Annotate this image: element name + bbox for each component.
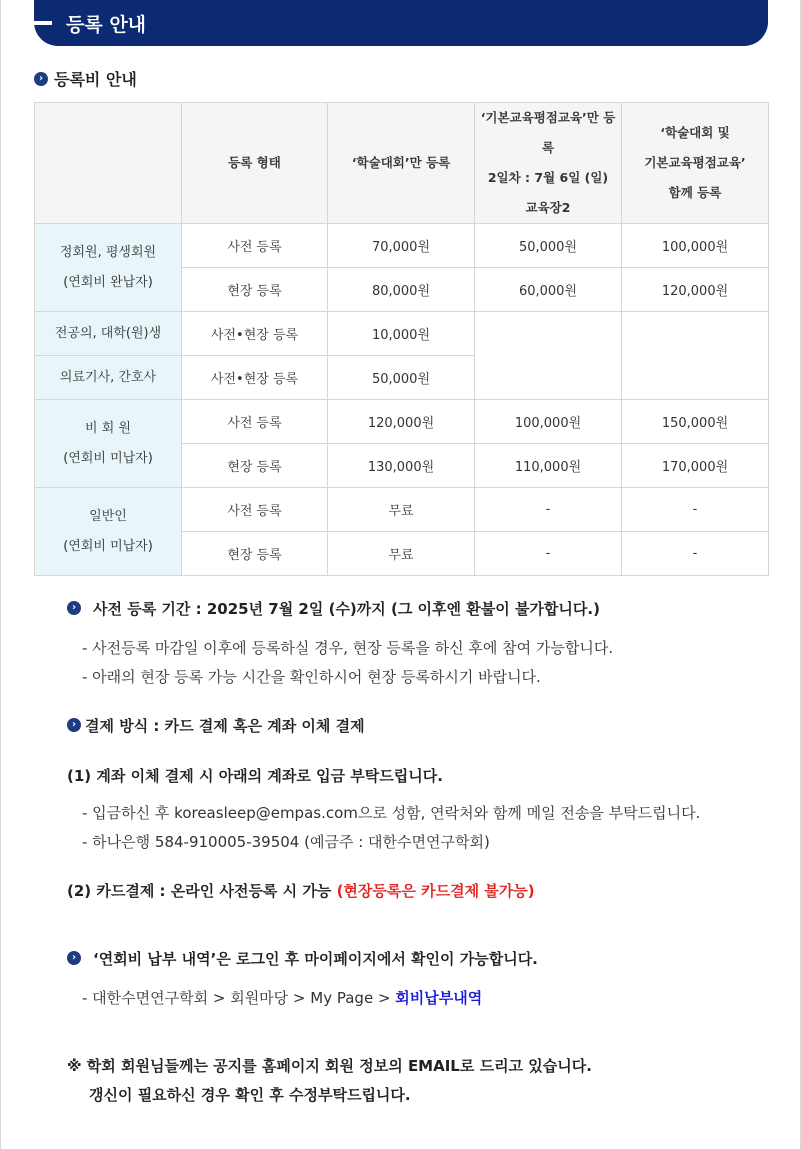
cell-fee: 100,000원 [475,400,622,444]
cell-fee: 120,000원 [622,268,769,312]
cell-fee: 110,000원 [475,444,622,488]
cell-fee: - [475,532,622,576]
deadline-detail-2: - 아래의 현장 등록 가능 시간을 확인하시어 현장 등록하시기 바랍니다. [82,668,541,686]
table-row [35,224,769,268]
cell-fee: 50,000원 [475,224,622,268]
cell-type: 현장 등록 [182,444,328,488]
email-notice-1: ※ 학회 회원님들께는 공지를 홈페이지 회원 정보의 EMAIL로 드리고 있습니다. [67,1057,592,1075]
email-notice-2: 갱신이 필요하신 경우 확인 후 수정부탁드립니다. [89,1086,411,1104]
cell-fee: - [622,488,769,532]
category-general: 일반인 (연회비 미납자) [35,488,182,576]
chevron-circle-icon: › [67,718,81,732]
payment-method: › 결제 방식 : 카드 결제 혹은 계좌 이체 결제 [67,715,365,736]
fee-history-link[interactable]: 회비납부내역 [395,989,483,1007]
cell-type: 현장 등록 [182,532,328,576]
cell-type: 사전 등록 [182,224,328,268]
cell-type: 현장 등록 [182,268,328,312]
cell-type: 사전 등록 [182,400,328,444]
transfer-detail-email: - 입금하신 후 koreasleep@empas.com으로 성함, 연락처와 함께 메일 전송을 부탁드립니다. [82,804,701,822]
cell-fee: 130,000원 [328,444,475,488]
section-header [34,0,768,46]
cell-fee: - [475,488,622,532]
cell-fee: - [622,532,769,576]
cell-fee: 170,000원 [622,444,769,488]
cell-fee: 70,000원 [328,224,475,268]
dash-icon [34,21,52,25]
header-conference-only: ‘학술대회’만 등록 [328,103,475,224]
header-both: ‘학술대회 및 기본교육평점교육’ 함께 등록 [622,103,769,224]
transfer-detail-account: - 하나은행 584-910005-39504 (예금주 : 대한수면연구학회) [82,833,490,851]
fee-info-title: › 등록비 안내 [34,67,137,90]
table-row [35,312,769,356]
header-empty [35,103,182,224]
deadline-detail-1: - 사전등록 마감일 이후에 등록하실 경우, 현장 등록을 하신 후에 참여 가능합니다. [82,639,614,657]
chevron-circle-icon: › [67,601,81,615]
cell-fee: 10,000원 [328,312,475,356]
category-resident: 전공의, 대학(원)생 [35,312,182,356]
left-border [0,0,1,1149]
cell-fee: 무료 [328,532,475,576]
cell-type: 사전•현장 등록 [182,312,328,356]
table-row [35,400,769,444]
chevron-circle-icon: › [34,72,48,86]
membership-notice: › ‘연회비 납부 내역’은 로그인 후 마이페이지에서 확인이 가능합니다. [67,948,538,969]
cell-fee: 120,000원 [328,400,475,444]
cell-empty [622,312,769,400]
cell-fee: 80,000원 [328,268,475,312]
cell-type: 사전•현장 등록 [182,356,328,400]
cell-fee: 100,000원 [622,224,769,268]
transfer-title: (1) 계좌 이체 결제 시 아래의 계좌로 입금 부탁드립니다. [67,767,443,785]
table-row [35,488,769,532]
section-header-title: 등록 안내 [66,14,147,36]
cell-fee: 60,000원 [475,268,622,312]
chevron-circle-icon: › [67,951,81,965]
cell-fee: 무료 [328,488,475,532]
category-regular: 정회원, 평생회원 (연회비 완납자) [35,224,182,312]
header-education-only: ‘기본교육평점교육’만 등록 2일차 : 7월 6일 (일) 교육장2 [475,103,622,224]
card-payment-note: (현장등록은 카드결제 불가능) [336,882,535,900]
category-nonmember: 비 회 원 (연회비 미납자) [35,400,182,488]
cell-empty [475,312,622,400]
card-payment: (2) 카드결제 : 온라인 사전등록 시 가능 (현장등록은 카드결제 불가능) [67,882,535,900]
cell-type: 사전 등록 [182,488,328,532]
fee-table [34,102,769,576]
table-header-row [35,103,769,224]
mypage-path: - 대한수면연구학회 > 회원마당 > My Page > 회비납부내역 [82,989,483,1007]
header-type: 등록 형태 [182,103,328,224]
cell-fee: 50,000원 [328,356,475,400]
deadline-notice: › 사전 등록 기간 : 2025년 7월 2일 (수)까지 (그 이후엔 환불이 불가합니다.) [67,598,600,619]
category-tech: 의료기사, 간호사 [35,356,182,400]
cell-fee: 150,000원 [622,400,769,444]
